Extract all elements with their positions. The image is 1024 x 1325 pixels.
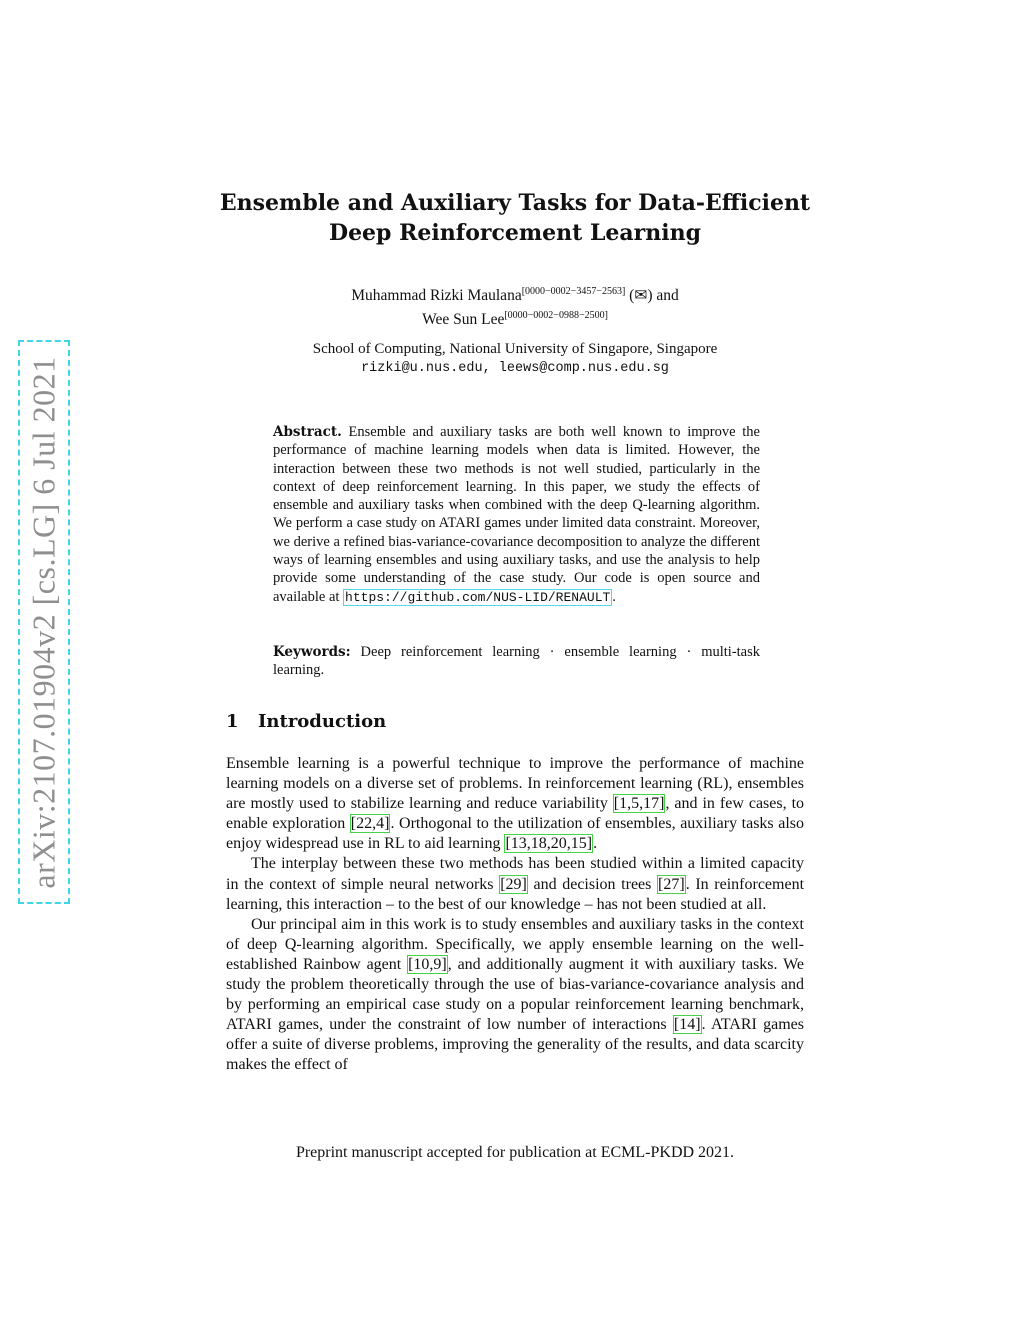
arxiv-identifier-stamp[interactable] — [18, 340, 70, 904]
keywords-label: Keywords: — [273, 644, 351, 660]
affiliation: School of Computing, National University of Singapore, Singapore — [312, 341, 718, 357]
p3-text-a: Our principal aim in this work is to study ensembles and auxiliary tasks in the context of deep Q-learning algorithm. Specifically, we apply ensemble learning on the well-established Rainbow agent — [226, 915, 804, 973]
paper-title — [180, 188, 850, 248]
title-line-2: Deep Reinforcement Learning — [328, 220, 701, 246]
keywords — [273, 643, 760, 680]
p2-text-c: . In reinforcement learning, this interaction – to the best of our knowledge – has not been studied at all. — [226, 875, 805, 913]
body-text — [226, 754, 804, 1076]
abstract-text: Ensemble and auxiliary tasks are both well known to improve the performance of machine learning models when data is limited. However, the interaction between these two methods is not well studied, particularly in the context of deep reinforcement learning. In this paper, we study the effects of ensemble and auxiliary tasks when combined with the deep Q-learning algorithm. We perform a case study on ATARI games under limited data constraint. Moreover, we derive a refined bias-variance-covariance decomposition to analyze the different ways of learning ensembles and using auxiliary tasks, and use the analysis to help provide some understanding of the case study. Our code is open source and available at — [273, 424, 760, 605]
p1-text-b: , and in few cases, to enable exploration — [226, 795, 805, 833]
p2-text-b: and decision trees — [533, 875, 652, 893]
author-2-name: Wee Sun Lee — [422, 311, 505, 328]
paragraph-1 — [226, 754, 804, 854]
paragraph-2 — [226, 854, 804, 914]
p1-text-a: Ensemble learning is a powerful technique to improve the performance of machine learning models on a diverse set of problems. In reinforcement learning (RL), ensembles are mostly used to stabilize learning and reduce variability — [226, 755, 804, 813]
section-heading — [226, 711, 386, 732]
title-line-1: Ensemble and Auxiliary Tasks for Data-Efficient — [219, 190, 811, 216]
code-repo-link[interactable]: https://github.com/NUS-LID/RENAULT — [345, 589, 611, 605]
p3-text-b: , and additionally augment it with auxiliary tasks. We study the problem theoretically through the use of bias-variance-covariance analysis and by performing an empirical case study on a popular reinforcement learning benchmark, ATARI games, under the constraint of low number of interactions — [226, 955, 805, 1034]
author-1-orcid: [0000−0002−3457−2563] — [521, 286, 626, 297]
p3-text-c: . ATARI games offer a suite of diverse problems, improving the generality of the results, and data scarcity makes the effect of — [226, 1016, 804, 1074]
citation-link[interactable]: [10,9] — [408, 955, 447, 973]
corresponding-mail-icon: (✉) — [629, 287, 653, 304]
author-block — [200, 282, 830, 330]
citation-link[interactable]: [1,5,17] — [613, 795, 665, 813]
arxiv-id-text: arXiv:2107.01904v2 [cs.LG] 6 Jul 2021 — [25, 355, 62, 889]
author-emails: rizki@u.nus.edu, leews@comp.nus.edu.sg — [361, 361, 669, 376]
abstract-label: Abstract. — [273, 424, 342, 440]
citation-link[interactable]: [27] — [658, 875, 685, 893]
author-1-name: Muhammad Rizki Maulana — [351, 287, 522, 304]
citation-link[interactable]: [29] — [500, 875, 527, 893]
author-2-orcid: [0000−0002−0988−2500] — [504, 310, 608, 321]
publication-footnote: Preprint manuscript accepted for publication at ECML-PKDD 2021. — [295, 1144, 735, 1161]
p1-period: . — [593, 835, 598, 853]
p2-text-a: The interplay between these two methods has been studied within a limited capacity in the context of simple neural networks — [226, 855, 804, 893]
abstract-period: . — [612, 588, 616, 605]
section-title: Introduction — [258, 711, 387, 732]
abstract — [273, 423, 760, 607]
paragraph-3 — [226, 915, 804, 1076]
citation-link[interactable]: [22,4] — [350, 815, 390, 833]
p1-text-c: . Orthogonal to the utilization of ensembles, auxiliary tasks also enjoy widespread use in RL to aid learning — [226, 815, 804, 853]
and-word: and — [656, 287, 679, 304]
citation-link[interactable]: [13,18,20,15] — [505, 835, 593, 853]
affiliation-block — [200, 340, 830, 378]
citation-link[interactable]: [14] — [673, 1016, 701, 1034]
section-number: 1 — [226, 711, 239, 732]
keywords-text: Deep reinforcement learning · ensemble learning · multi-task learning. — [273, 644, 761, 679]
